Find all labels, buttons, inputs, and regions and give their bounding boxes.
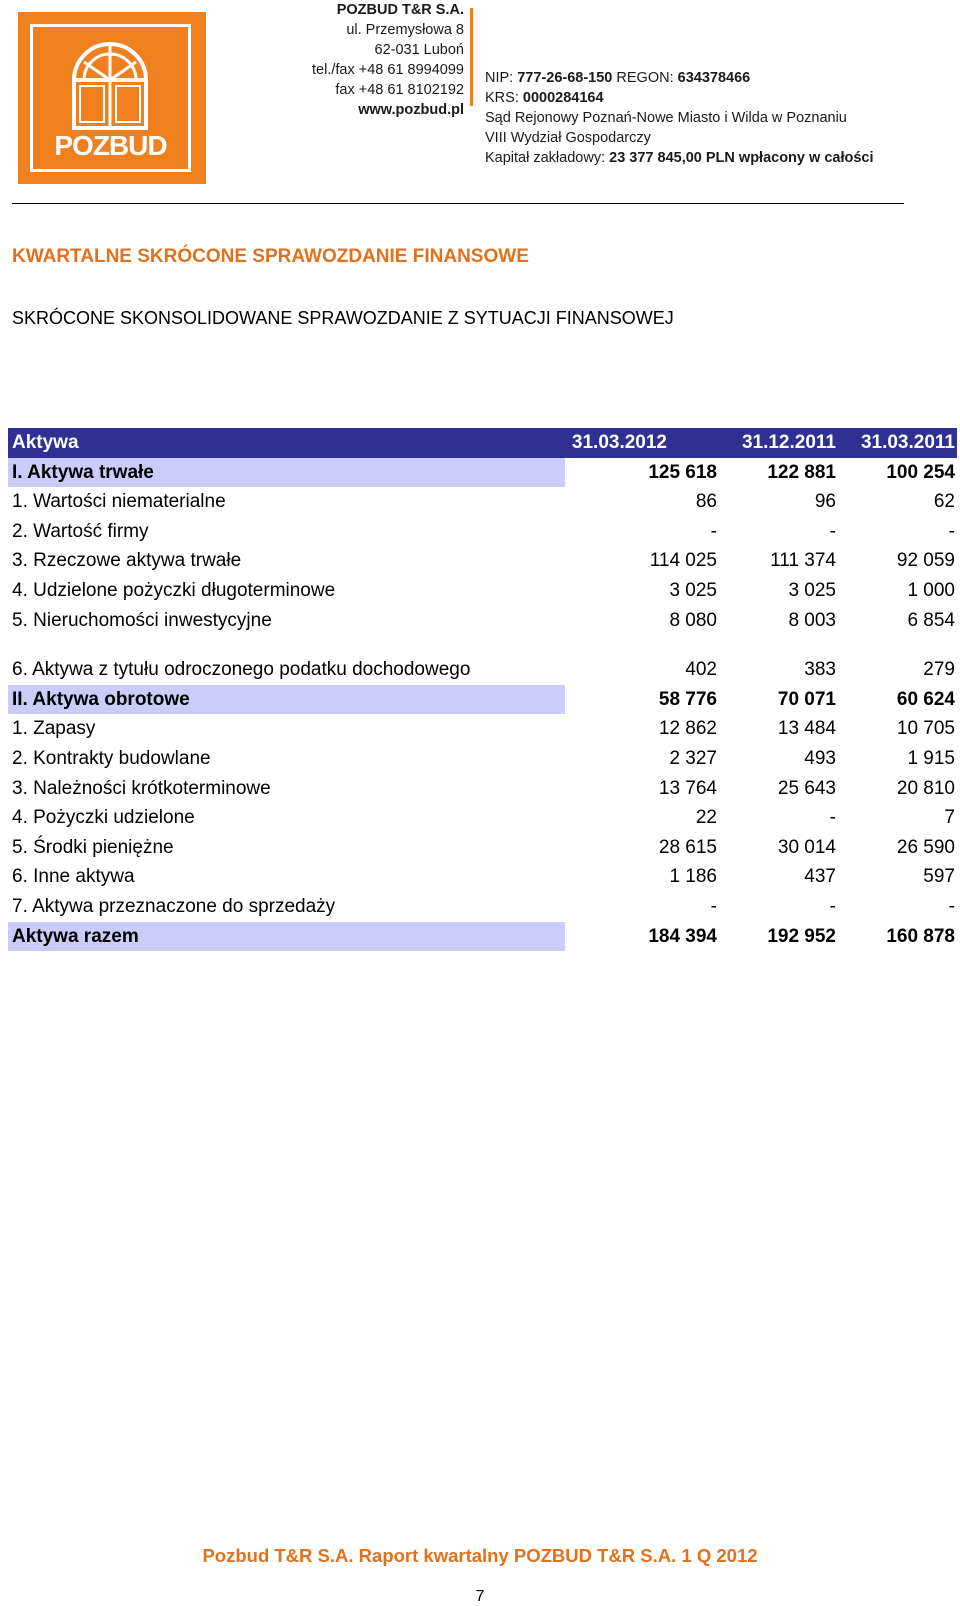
row-value-1: 28 615 — [658, 836, 717, 858]
row-value-2: 383 — [804, 659, 836, 681]
row-label: 6. Aktywa z tytułu odroczonego podatku dochodowego — [12, 659, 471, 681]
row-value-3: 279 — [923, 659, 955, 681]
row-value-1: 13 764 — [658, 777, 717, 799]
capital-value: 23 377 845,00 PLN wpłacony w całości — [609, 150, 874, 166]
regon-value: 634378466 — [677, 70, 751, 86]
share-capital — [485, 148, 955, 168]
table-row — [8, 862, 957, 892]
row-value-1: 12 862 — [658, 718, 717, 740]
row-label: 3. Należności krótkoterminowe — [12, 777, 271, 799]
table-row — [8, 774, 957, 804]
row-value-2: 493 — [804, 747, 836, 769]
row-label: 3. Rzeczowe aktywa trwałe — [12, 550, 242, 572]
row-value-3: 60 624 — [896, 688, 955, 710]
table-row — [8, 576, 957, 606]
row-value-3: - — [948, 895, 955, 917]
table-row — [8, 517, 957, 547]
row-value-1: 58 776 — [658, 688, 717, 710]
table-row — [8, 606, 957, 636]
krs-label: KRS: — [485, 90, 523, 106]
court-name: Sąd Rejonowy Poznań-Nowe Miasto i Wilda w Poznaniu — [485, 110, 847, 126]
row-value-3: 26 590 — [896, 836, 955, 858]
row-value-3: 100 254 — [886, 461, 955, 483]
table-row — [8, 744, 957, 774]
row-value-1: 22 — [695, 807, 717, 829]
row-value-2: 13 484 — [777, 718, 836, 740]
logo-divider — [203, 12, 206, 184]
row-label: 6. Inne aktywa — [12, 866, 135, 888]
table-row — [8, 487, 957, 517]
row-label: I. Aktywa trwałe — [8, 458, 565, 488]
capital-label: Kapitał zakładowy: — [485, 150, 610, 166]
row-value-2: 96 — [814, 491, 836, 513]
table-spacer — [8, 635, 957, 655]
company-website[interactable]: www.pozbud.pl — [358, 102, 464, 118]
regon-label: REGON: — [612, 70, 678, 86]
company-street: ul. Przemysłowa 8 — [346, 22, 464, 38]
table-row — [8, 714, 957, 744]
row-value-3: 20 810 — [896, 777, 955, 799]
row-label: 1. Zapasy — [12, 718, 96, 740]
nip-label: NIP: — [485, 70, 518, 86]
row-label: 4. Pożyczki udzielone — [12, 807, 195, 829]
total-value-3: 160 878 — [886, 925, 955, 947]
row-label: 2. Wartość firmy — [12, 520, 149, 542]
row-value-2: 3 025 — [788, 579, 836, 601]
row-value-1: 402 — [685, 659, 717, 681]
total-value-2: 192 952 — [767, 925, 836, 947]
row-value-2: 25 643 — [777, 777, 836, 799]
row-value-3: 1 915 — [907, 747, 955, 769]
report-title: KWARTALNE SKRÓCONE SPRAWOZDANIE FINANSOWE — [12, 246, 529, 267]
row-value-1: 2 327 — [669, 747, 717, 769]
row-value-2: - — [829, 895, 836, 917]
header-col-3: 31.03.2011 — [860, 432, 955, 453]
row-value-1: 1 186 — [669, 866, 717, 888]
table-row — [8, 803, 957, 833]
krs — [485, 88, 955, 108]
row-value-3: 10 705 — [896, 718, 955, 740]
header-separator — [12, 203, 904, 204]
row-label: 5. Środki pieniężne — [12, 836, 174, 858]
company-phone: tel./fax +48 61 8994099 — [312, 62, 464, 78]
row-value-3: - — [948, 520, 955, 542]
statement-title: SKRÓCONE SKONSOLIDOWANE SPRAWOZDANIE Z SYTUACJI FINANSOWEJ — [12, 308, 674, 328]
page-number: 7 — [475, 1588, 485, 1605]
company-name: POZBUD T&R S.A. — [336, 2, 464, 18]
tax-ids — [485, 68, 955, 88]
table-row-section — [8, 685, 957, 715]
table-row-section — [8, 458, 957, 488]
address-divider — [470, 8, 473, 106]
row-label: 1. Wartości niematerialne — [12, 491, 226, 513]
registration-info — [485, 68, 955, 168]
page-footer: Pozbud T&R S.A. Raport kwartalny POZBUD T&R S.A. 1 Q 2012 — [202, 1545, 758, 1566]
row-value-2: 437 — [804, 866, 836, 888]
assets-table — [8, 428, 957, 951]
total-value-1: 184 394 — [648, 925, 717, 947]
row-value-2: 70 071 — [777, 688, 836, 710]
row-label: 4. Udzielone pożyczki długoterminowe — [12, 579, 336, 601]
table-row — [8, 546, 957, 576]
row-value-3: 92 059 — [896, 550, 955, 572]
krs-value: 0000284164 — [522, 90, 604, 106]
row-value-3: 62 — [933, 491, 955, 513]
total-label: Aktywa razem — [8, 922, 565, 952]
row-label: 5. Nieruchomości inwestycyjne — [12, 609, 272, 631]
header-col-1: 31.03.2012 — [571, 432, 667, 453]
table-row — [8, 655, 957, 685]
row-value-3: 6 854 — [907, 609, 955, 631]
row-value-2: 122 881 — [767, 461, 836, 483]
row-value-2: 30 014 — [777, 836, 836, 858]
row-value-2: - — [829, 807, 836, 829]
row-value-2: - — [829, 520, 836, 542]
row-value-1: 8 080 — [669, 609, 717, 631]
company-address — [280, 0, 464, 120]
row-value-3: 597 — [923, 866, 955, 888]
row-value-2: 111 374 — [770, 550, 836, 572]
company-fax: fax +48 61 8102192 — [335, 82, 464, 98]
row-value-1: 125 618 — [648, 461, 717, 483]
header-col-2: 31.12.2011 — [741, 432, 836, 453]
row-value-1: 3 025 — [669, 579, 717, 601]
row-value-1: 114 025 — [649, 550, 717, 572]
company-city: 62-031 Luboń — [374, 42, 464, 58]
row-value-3: 7 — [944, 807, 955, 829]
table-header-row — [8, 428, 957, 458]
row-label: 2. Kontrakty budowlane — [12, 747, 211, 769]
nip-value: 777-26-68-150 — [517, 70, 613, 86]
row-value-1: - — [710, 895, 717, 917]
court-division: VIII Wydział Gospodarczy — [485, 130, 651, 146]
row-value-1: - — [710, 520, 717, 542]
table-row — [8, 833, 957, 863]
row-value-2: 8 003 — [788, 609, 836, 631]
row-value-3: 1 000 — [907, 579, 955, 601]
logo-wordmark: POZBUD — [54, 130, 167, 161]
header-label: Aktywa — [12, 432, 79, 453]
row-value-1: 86 — [695, 491, 717, 513]
row-label: II. Aktywa obrotowe — [8, 685, 565, 715]
row-label: 7. Aktywa przeznaczone do sprzedaży — [12, 895, 336, 917]
table-total-row — [8, 922, 957, 952]
pozbud-logo — [18, 12, 203, 184]
table-row — [8, 892, 957, 922]
window-icon — [64, 32, 156, 132]
